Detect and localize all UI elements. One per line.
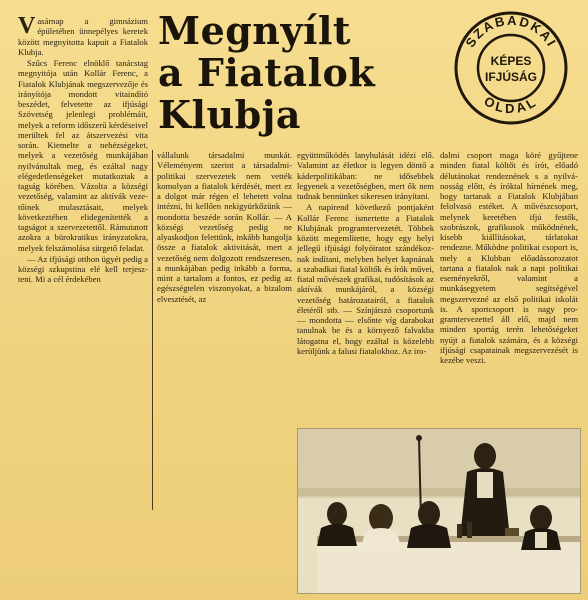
column-divider (152, 150, 153, 510)
stamp-center-line-1: KÉPES (490, 54, 532, 68)
article-column-1 (18, 16, 148, 590)
column-3-paragraph-1: együttműködés lanyhulását idézi elő. Valamint az életkor is legyen döntő a káderpolitikában: ne idősebbek legyenek a vezetőségben, mert ők nem tudnak bennünket sikeresen irányítani. (297, 150, 434, 201)
column-4-paragraph-1: dalmi csoport maga köré gyűjtene minden fiatal költőt és írót, előadó délutánokat rendeznének s a nyilvánosság előtt, és íróktal hírnének meg, hogy tartanak a Fiatalok Klubjában felolvasó estéket. A művészcsoport, melynek keretében ifjú festők, szobrászok, grafikusok működnének, kisebb kiállításokat, tárlatokat rendezne. Működne politikai csoport is, mely a Klubban előadássorozatot tartana a fiatalok nak a napi politikai eseményekről, valamint a munkásegyetem segítségével megszervezné az első politikai iskolát is. A sportcsoport is nagy programtervezettel áll elő, majd nem minden sportág terén lehetőségeket nyújt a fiatalok számára, és a községi ifjúsági csapatainak megszervezését is kezébe veszi. (440, 150, 578, 365)
club-photo-graphic (297, 428, 581, 594)
article-column-2 (157, 150, 292, 510)
stamp-top-text: SZABADKAI (462, 12, 560, 51)
headline-line-3: Klubja (158, 92, 302, 137)
column-1-paragraph-3: — Az ifjúsági otthon ügyét pedig a községi szkupstina elé kell terjeszteni. Mi a cél érdekében (18, 253, 148, 285)
drop-cap: V (18, 16, 36, 39)
headline-line-1: Megnyílt (158, 8, 351, 53)
stamp-svg (452, 9, 570, 127)
kepes-ifjusag-stamp-logo (452, 9, 570, 127)
headline-line-2: a Fiatalok (158, 50, 376, 95)
column-2-paragraph-1: vállalunk társadalmi munkát. Véleményem szerint a társadalmi-politikai szervezetek nem vették komolyan a fiatalok kérdését, mert ez a dolgot már régen el lehetett volna intézni, hi kellően nekigyürkőzünk — mondotta beszéde során Kollár. — A községi vezetőség pedig ne alyaskodjon felettünk, inkább hangolja össze a fiatalok aktivitását, mert a vezetőség nem dolgozott rendszeresen, a munkájában pedig inkább a forma, mint a tartalom a fontos, ez pedig az egészségtelen viszonyokat, a bizalom elvesztését, az (157, 150, 292, 304)
stamp-bottom-text: OLDAL (481, 93, 541, 117)
column-1-paragraph-1: asárnap a gimnázium épületében ünnepélyes keretek között megnyitotta kapuit a Fiatalok Klubja. (18, 16, 148, 57)
column-1-paragraph-2: Szűcs Ferenc elnöklő tanácstag megnyitója után Kollár Ferenc, a Fiatalok Klubjának megszervezője és irányítója mondott vitaindító beszédet, felvetette az ifjúsági Szövetség jelenlegi problémáit, melyek a reform időszerű kérdéseivel merültek fel az átszervezési vita során. Kiemelte a nehézségeket, melyek a vezetőség munkájában nyilvánultak meg, és ezáltal nagy elégedetlenségeket mutatkoztak a tagság körében. Vázolta a községi vezetőség, valamint az aktívák vezetőinek mulasztásait, melyek következtében elidegenítették a tagságot a szervezetettől. Rámutatott azokra a bürokratikus irányzatokra, melyek felszámolása sürgető feladat. (18, 58, 148, 253)
column-3-paragraph-2: A napirend következő pontjaként Kollár Ferenc ismertette a Fiatalok Klubjának programtervezetét. Többek között megemlítette, hogy egy helyi jellegű ifjúsági folyóiratot szándékoznak indítani, melyben helyet kapnának a szabadkai fiatal költők és írók művei, fiatal művészek grafikai, tudósítások az aktívák munkájáról, a községi vezetőség határozatairól, a fiatalok életéről stb. — Színjátszó csoportunk — mondotta — elsőnte víg darabokat tanulnak be és a környező falvakba látogatna el, hogy ezáltal is közelebb kerüljünk a falusi fiatalokhoz. Az iro- (297, 202, 434, 356)
headline (158, 10, 458, 136)
club-photo (297, 428, 581, 594)
stamp-center-line-2: IFJÚSÁG (484, 70, 538, 84)
article-column-4 (440, 150, 578, 442)
